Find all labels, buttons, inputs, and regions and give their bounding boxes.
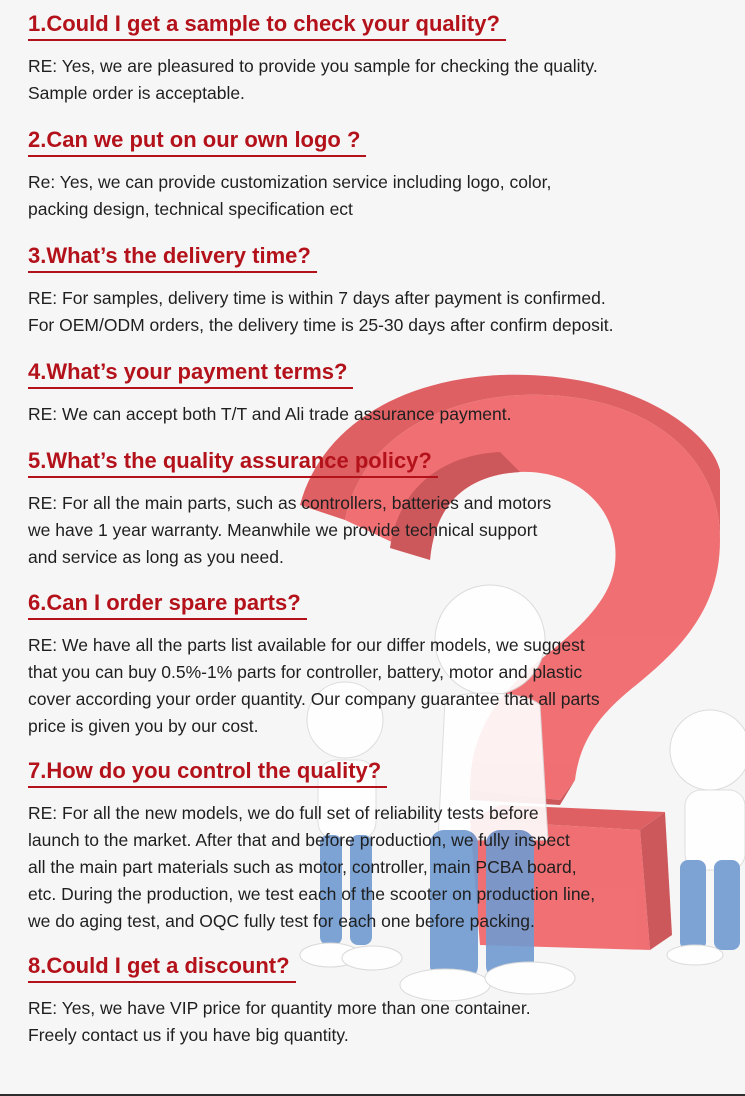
faq-question: 2.Can we put on our own logo ? — [28, 126, 366, 157]
faq-answer: RE: For all the main parts, such as controllers, batteries and motors we have 1 year warranty. Meanwhile we provide technical support and service as long as you need. — [28, 493, 552, 567]
faq-item-1 — [28, 10, 728, 107]
faq-answer: RE: We have all the parts list available for our differ models, we suggest that you can buy 0.5%-1% parts for controller, battery, motor and plastic cover according your order quantity. Our company guarantee that all parts price is given you by our cost. — [28, 635, 600, 736]
faq-item-6 — [28, 589, 728, 740]
faq-answer: RE: Yes, we have VIP price for quantity more than one container. Freely contact us if you have big quantity. — [28, 998, 531, 1045]
faq-question: 4.What’s your payment terms? — [28, 358, 353, 389]
faq-question: 7.How do you control the quality? — [28, 757, 387, 788]
faq-question: 3.What’s the delivery time? — [28, 242, 317, 273]
faq-answer: RE: Yes, we are pleasured to provide you sample for checking the quality. Sample order is acceptable. — [28, 56, 598, 103]
faq-item-5 — [28, 447, 728, 571]
faq-answer: RE: For all the new models, we do full set of reliability tests before launch to the market. After that and before production, we fully inspect all the main part materials such as motor, controller, main PCBA board, etc. During the production, we test each of the scooter on production line, we do aging test, and OQC fully test for each one before packing. — [28, 803, 596, 931]
faq-question: 6.Can I order spare parts? — [28, 589, 307, 620]
faq-question: 5.What’s the quality assurance policy? — [28, 447, 438, 478]
faq-item-8 — [28, 952, 728, 1049]
faq-item-7 — [28, 757, 728, 935]
faq-item-4 — [28, 358, 728, 428]
faq-item-2 — [28, 126, 728, 223]
faq-answer: RE: For samples, delivery time is within 7 days after payment is confirmed. For OEM/ODM orders, the delivery time is 25-30 days after confirm deposit. — [28, 288, 614, 335]
faq-question: 8.Could I get a discount? — [28, 952, 296, 983]
faq-answer: Re: Yes, we can provide customization service including logo, color, packing design, technical specification ect — [28, 172, 552, 219]
faq-item-3 — [28, 242, 728, 339]
faq-question: 1.Could I get a sample to check your quality? — [28, 10, 506, 41]
faq-answer: RE: We can accept both T/T and Ali trade assurance payment. — [28, 404, 512, 424]
